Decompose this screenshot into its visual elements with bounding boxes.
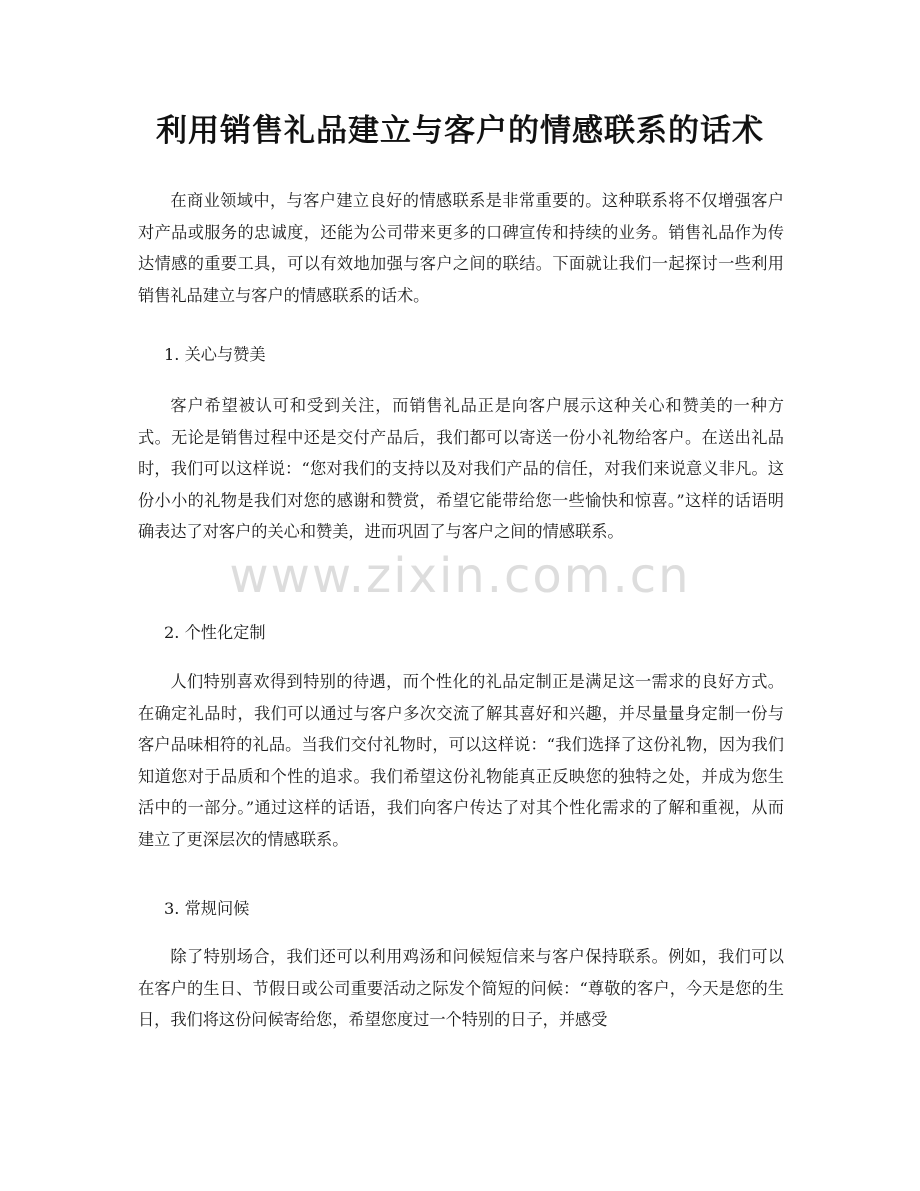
section-heading-3: 3. 常规问候 (164, 899, 250, 918)
section-body-1: 客户希望被认可和受到关注，而销售礼品正是向客户展示这种关心和赞美的一种方式。无论是销售过程中还是交付产品后，我们都可以寄送一份小礼物给客户。在送出礼品时，我们可以这样说：“您对我们的支持以及对我们产品的信任，对我们来说意义非凡。这份小小的礼物是我们对您的感谢和赞赏，希望它能带给您一些愉快和惊喜。”这样的话语明确表达了对客户的关心和赞美，进而巩固了与客户之间的情感联系。 (138, 396, 784, 542)
intro-paragraph: 在商业领域中，与客户建立良好的情感联系是非常重要的。这种联系将不仅增强客户对产品或服务的忠诚度，还能为公司带来更多的口碑宣传和持续的业务。销售礼品作为传达情感的重要工具，可以有效地加强与客户之间的联结。下面就让我们一起探讨一些利用销售礼品建立与客户的情感联系的话术。 (138, 191, 784, 305)
watermark: www.zixin.com.cn (229, 548, 691, 604)
section-heading-1: 1. 关心与赞美 (164, 345, 266, 364)
section-body-3: 除了特别场合，我们还可以利用鸡汤和问候短信来与客户保持联系。例如，我们可以在客户的生日、节假日或公司重要活动之际发个简短的问候：“尊敬的客户，今天是您的生日，我们将这份问候寄给您，希望您度过一个特别的日子，并感受 (138, 947, 784, 1030)
section-heading-2: 2. 个性化定制 (164, 623, 266, 642)
section-body-2: 人们特别喜欢得到特别的待遇，而个性化的礼品定制正是满足这一需求的良好方式。在确定礼品时，我们可以通过与客户多次交流了解其喜好和兴趣，并尽量量身定制一份与客户品味相符的礼品。当我们交付礼物时，可以这样说：“我们选择了这份礼物，因为我们知道您对于品质和个性的追求。我们希望这份礼物能真正反映您的独特之处，并成为您生活中的一部分。”通过这样的话语，我们向客户传达了对其个性化需求的了解和重视，从而建立了更深层次的情感联系。 (138, 672, 784, 849)
page-title: 利用销售礼品建立与客户的情感联系的话术 (156, 113, 764, 149)
